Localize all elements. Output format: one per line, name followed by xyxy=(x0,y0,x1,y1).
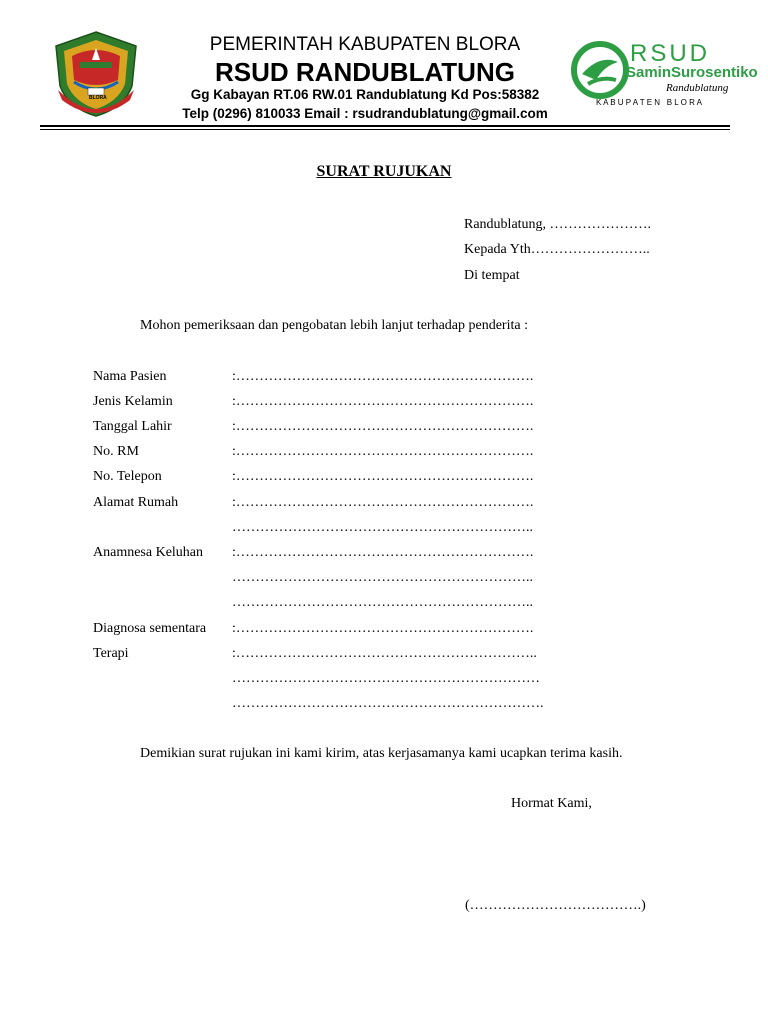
field-value: ……………………………………………………….. xyxy=(232,595,533,610)
logo-brand: RSUD xyxy=(630,40,711,67)
field-value: …………………………………………………………. xyxy=(232,696,544,711)
blora-regency-emblem-icon xyxy=(50,30,142,118)
field-value: :………………………………………………………. xyxy=(232,495,534,510)
field-label: Jenis Kelamin xyxy=(93,394,173,409)
recipient: Kepada Yth…………………….. xyxy=(464,242,650,257)
rsud-samin-surosentiko-logo-icon xyxy=(568,38,758,112)
signature-line: (……………………………….) xyxy=(465,898,646,913)
government-name: PEMERINTAH KABUPATEN BLORA xyxy=(209,34,521,55)
field-value: :………………………………………………………. xyxy=(232,369,534,384)
letter-title: SURAT RUJUKAN xyxy=(316,163,452,180)
place-date: Randublatung, …………………. xyxy=(464,217,652,232)
field-value: :……………………………………………………….. xyxy=(232,646,537,661)
field-label: Nama Pasien xyxy=(93,369,167,384)
field-value: ……………………………………………………….. xyxy=(232,570,533,585)
field-value: ……………………………………………………….. xyxy=(232,520,533,535)
field-value: :………………………………………………………. xyxy=(232,419,534,434)
logo-script-text: Randublatung xyxy=(666,82,729,94)
closing-text: Demikian surat rujukan ini kami kirim, atas kerjasamanya kami ucapkan terima kasih. xyxy=(140,746,623,761)
field-label: Anamnesa Keluhan xyxy=(93,545,204,560)
field-value: :………………………………………………………. xyxy=(232,444,534,459)
recipient-location: Di tempat xyxy=(464,268,520,283)
emblem-label: BLORA xyxy=(89,95,107,101)
header-divider xyxy=(40,125,730,127)
field-value: :………………………………………………………. xyxy=(232,621,534,636)
field-label: Alamat Rumah xyxy=(93,495,179,510)
field-value: ………………………………………………………… xyxy=(232,671,540,686)
logo-hospital-name: SaminSurosentiko xyxy=(626,64,758,81)
field-label: Terapi xyxy=(93,646,129,661)
field-value: :………………………………………………………. xyxy=(232,469,534,484)
hospital-contact: Telp (0296) 810033 Email : rsudrandublatung@gmail.com xyxy=(182,106,548,121)
hospital-name: RSUD RANDUBLATUNG xyxy=(215,57,515,87)
field-label: Diagnosa sementara xyxy=(93,621,207,636)
field-value: :………………………………………………………. xyxy=(232,394,534,409)
header-divider-thin xyxy=(40,129,730,130)
intro-text: Mohon pemeriksaan dan pengobatan lebih lanjut terhadap penderita : xyxy=(140,318,528,333)
field-label: Tanggal Lahir xyxy=(93,419,172,434)
field-label: No. Telepon xyxy=(93,469,162,484)
logo-region: K A B U P A T E N B L O R A xyxy=(596,98,702,107)
hospital-address: Gg Kabayan RT.06 RW.01 Randublatung Kd Pos:58382 xyxy=(190,87,540,102)
regards-text: Hormat Kami, xyxy=(511,796,592,811)
field-label: No. RM xyxy=(93,444,139,459)
field-value: :………………………………………………………. xyxy=(232,545,534,560)
